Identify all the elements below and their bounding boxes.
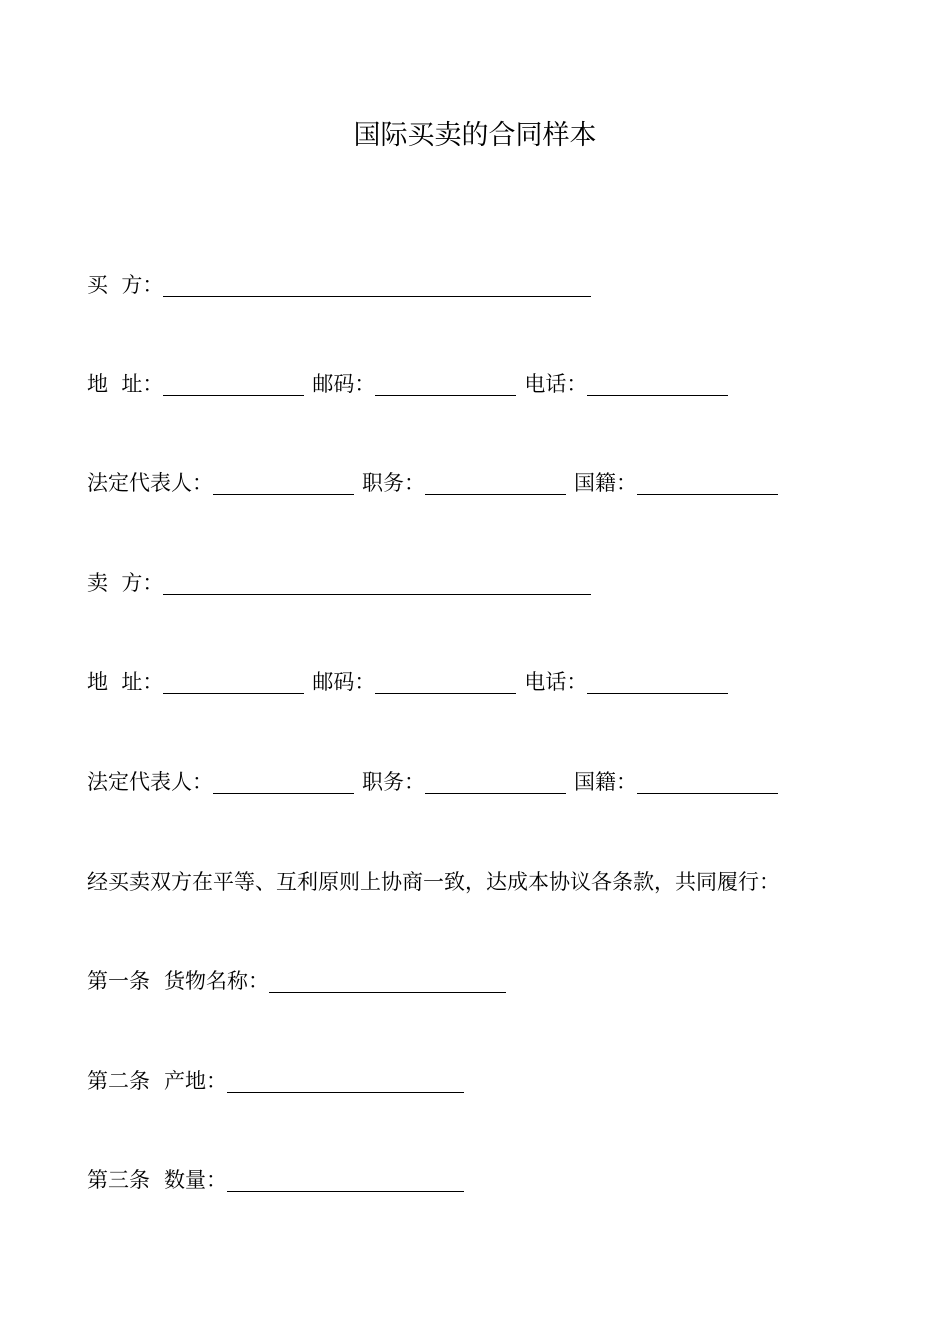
seller-postcode-label: 邮码： <box>312 670 376 694</box>
buyer-line <box>87 270 591 300</box>
origin-field[interactable] <box>227 1070 464 1093</box>
article-label: 产地： <box>164 1069 227 1093</box>
seller-name-field[interactable] <box>163 572 591 595</box>
buyer-rep-label: 法定代表人： <box>87 471 213 495</box>
buyer-rep-line <box>87 468 778 498</box>
preamble-text: 经买卖双方在平等、互利原则上协商一致，达成本协议各条款，共同履行： <box>87 870 780 894</box>
seller-line <box>87 568 591 598</box>
buyer-address-field[interactable] <box>163 373 304 396</box>
article-line <box>87 1066 464 1096</box>
seller-address-field[interactable] <box>163 671 304 694</box>
buyer-nationality-label: 国籍： <box>574 471 637 495</box>
seller-nationality-field[interactable] <box>637 771 778 794</box>
document-title: 国际买卖的合同样本 <box>353 120 597 151</box>
buyer-position-label: 职务： <box>362 471 425 495</box>
buyer-nationality-field[interactable] <box>637 472 778 495</box>
buyer-postcode-label: 邮码： <box>312 372 376 396</box>
buyer-address-label: 地 址： <box>87 372 164 396</box>
buyer-position-field[interactable] <box>425 472 566 495</box>
seller-phone-field[interactable] <box>587 671 728 694</box>
seller-contact-line <box>87 667 728 697</box>
article-line <box>87 966 506 996</box>
seller-phone-label: 电话： <box>524 670 588 694</box>
seller-address-label: 地 址： <box>87 670 164 694</box>
buyer-phone-field[interactable] <box>587 373 728 396</box>
seller-nationality-label: 国籍： <box>574 770 637 794</box>
buyer-rep-field[interactable] <box>213 472 354 495</box>
seller-label: 卖 方： <box>87 571 164 595</box>
seller-position-label: 职务： <box>362 770 425 794</box>
buyer-phone-label: 电话： <box>524 372 588 396</box>
seller-postcode-field[interactable] <box>375 671 516 694</box>
article-label: 货物名称： <box>164 969 269 993</box>
buyer-postcode-field[interactable] <box>375 373 516 396</box>
goods-name-field[interactable] <box>269 970 506 993</box>
seller-rep-line <box>87 767 778 797</box>
seller-position-field[interactable] <box>425 771 566 794</box>
article-number: 第三条 <box>87 1168 150 1192</box>
preamble-line <box>87 867 780 897</box>
buyer-contact-line <box>87 369 728 399</box>
seller-rep-field[interactable] <box>213 771 354 794</box>
seller-rep-label: 法定代表人： <box>87 770 213 794</box>
article-number: 第二条 <box>87 1069 150 1093</box>
quantity-field[interactable] <box>227 1169 464 1192</box>
buyer-label: 买 方： <box>87 273 164 297</box>
article-line <box>87 1165 464 1195</box>
buyer-name-field[interactable] <box>163 274 591 297</box>
article-number: 第一条 <box>87 969 150 993</box>
article-label: 数量： <box>164 1168 227 1192</box>
